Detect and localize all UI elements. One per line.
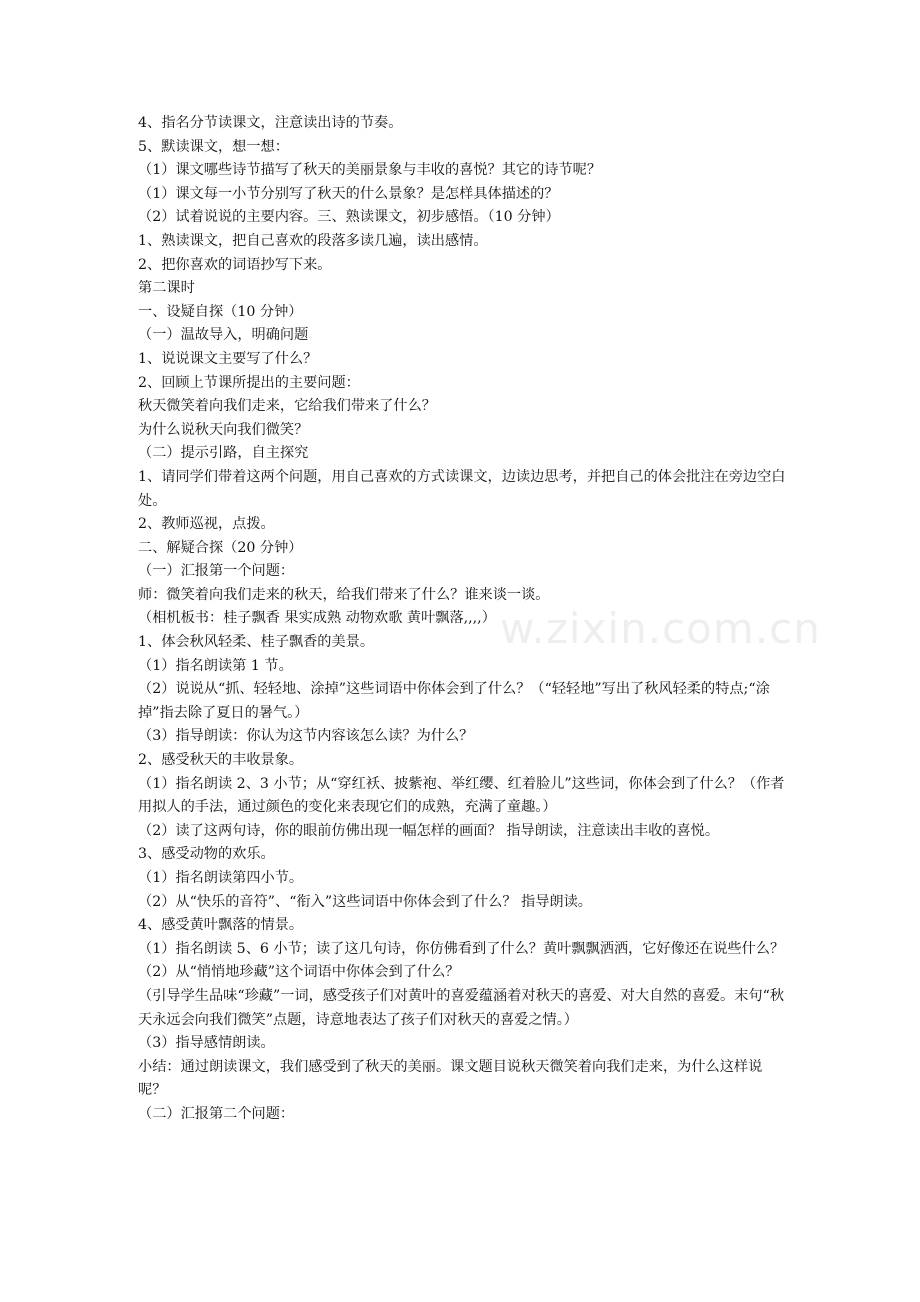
text-line: 4、感受黄叶飘落的情景。 xyxy=(138,917,304,934)
text-line: （相机板书：桂子飘香 果实成熟 动物欢歌 黄叶飘落,,,,） xyxy=(138,610,496,627)
text-line: （一）温故导入，明确问题 xyxy=(138,327,309,344)
text-line: （2）从“悄悄地珍藏”这个词语中你体会到了什么？ xyxy=(138,964,460,981)
text-line: 1、请同学们带着这两个问题，用自己喜欢的方式读课文，边读边思考，并把自己的体会批注在旁边空白处。 xyxy=(138,468,786,509)
text-line: （二）提示引路，自主探究 xyxy=(138,445,309,462)
document-body xyxy=(138,112,788,1127)
text-line: （3）指导感情朗读。 xyxy=(138,1035,275,1052)
text-line: 为什么说秋天向我们微笑？ xyxy=(138,421,309,438)
text-line: （1）课文每一小节分别写了秋天的什么景象？是怎样具体描述的？ xyxy=(138,185,559,202)
text-line: 1、说说课文主要写了什么？ xyxy=(138,350,318,367)
section-heading: 第二课时 xyxy=(138,280,195,297)
text-line: （二）汇报第二个问题： xyxy=(138,1105,295,1122)
text-line: （2）试着说说的主要内容。三、熟读课文，初步感悟。（10 分钟） xyxy=(138,209,560,226)
text-line: 二、解疑合探（20 分钟） xyxy=(138,539,303,556)
text-line: 师：微笑着向我们走来的秋天，给我们带来了什么？谁来谈一谈。 xyxy=(138,586,550,603)
text-line: 1、体会秋风轻柔、桂子飘香的美景。 xyxy=(138,634,375,651)
text-line: 4、指名分节读课文，注意读出诗的节奏。 xyxy=(138,115,403,131)
text-line: （1）指名朗读第 1 节。 xyxy=(138,657,293,674)
text-line: （2）说说从“抓、轻轻地、涂掉”这些词语中你体会到了什么？（“轻轻地”写出了秋风轻柔的特点;“涂掉”指去除了夏日的暑气。） xyxy=(138,681,770,721)
text-line: （1）指名朗读 2、3 小节；从“穿红袄、披紫袍、举红缨、红着脸儿”这些词，你体会到了什么？（作者用拟人的手法，通过颜色的变化来表现它们的成熟，充满了童趣。） xyxy=(138,775,785,816)
text-line: （1）指名朗读 5、6 小节；读了这几句诗，你仿佛看到了什么？黄叶飘飘洒洒，它好像还在说些什么？ xyxy=(138,940,785,957)
text-line: （2）从“快乐的音符”、“衔入”这些词语中你体会到了什么？ 指导朗读。 xyxy=(138,893,592,910)
text-line: （3）指导朗读：你认为这节内容该怎么读？为什么？ xyxy=(138,728,474,745)
watermark: w.zixin.com.cn xyxy=(500,604,821,653)
text-line: 一、设疑自探（10 分钟） xyxy=(138,303,303,320)
text-line: 2、回顾上节课所提出的主要问题： xyxy=(138,374,360,391)
text-line: 1、熟读课文，把自己喜欢的段落多读几遍，读出感情。 xyxy=(138,232,488,249)
text-line: （1）指名朗读第四小节。 xyxy=(138,870,304,886)
text-line: 3、感受动物的欢乐。 xyxy=(138,846,275,863)
text-line: 2、把你喜欢的词语抄写下来。 xyxy=(138,256,332,273)
text-line: 小结：通过朗读课文，我们感受到了秋天的美丽。课文题目说秋天微笑着向我们走来，为什么这样说呢？ xyxy=(138,1058,763,1099)
text-line: （一）汇报第一个问题： xyxy=(138,563,295,580)
text-line: 秋天微笑着向我们走来，它给我们带来了什么？ xyxy=(138,398,436,415)
text-line: 2、教师巡视，点拨。 xyxy=(138,516,275,533)
text-line: 5、默读课文，想一想： xyxy=(138,138,289,155)
text-line: 2、感受秋天的丰收景象。 xyxy=(138,752,304,769)
text-line: （1）课文哪些诗节描写了秋天的美丽景象与丰收的喜悦？其它的诗节呢？ xyxy=(138,162,602,179)
text-line: （2）读了这两句诗，你的眼前仿佛出现一幅怎样的画面？ 指导朗读，注意读出丰收的喜悦。 xyxy=(138,822,720,839)
text-line: （引导学生品味“珍藏”一词，感受孩子们对黄叶的喜爱蕴涵着对秋天的喜爱、对大自然的喜爱。末句“秋天永远会向我们微笑”点题，诗意地表达了孩子们对秋天的喜爱之情。） xyxy=(138,987,785,1028)
